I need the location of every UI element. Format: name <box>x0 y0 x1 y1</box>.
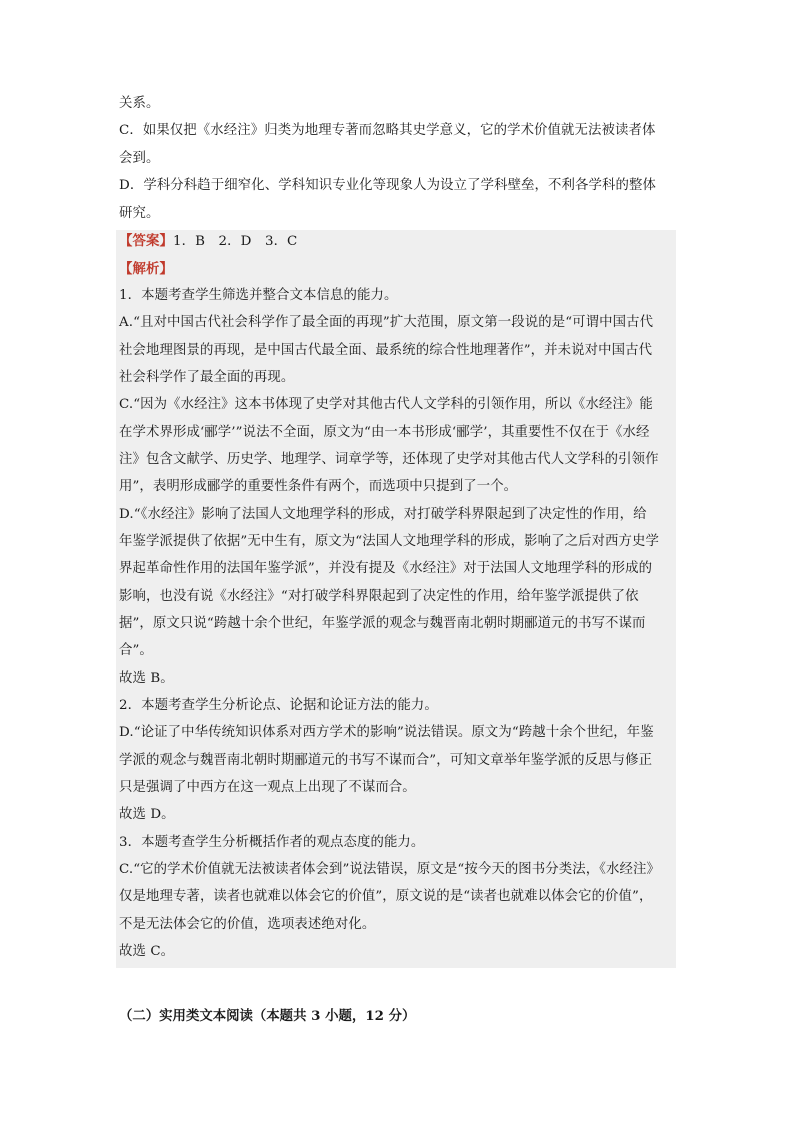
analysis-line: A.“且对中国古代社会科学作了最全面的再现”扩大范围，原文第一段说的是“可谓中国古代 <box>119 315 654 330</box>
option-c-line: C．如果仅把《水经注》归类为地理专著而忽略其史学意义，它的学术价值就无法被读者体 <box>119 123 656 138</box>
analysis-line: 社会地理图景的再现，是中国古代最全面、最系统的综合性地理著作”，并未说对中国古代 <box>119 343 653 358</box>
answer-text: 1．B 2．D 3．C <box>172 234 298 249</box>
analysis-line: 3．本题考查学生分析概括作者的观点态度的能力。 <box>119 835 425 850</box>
analysis-line: 故选 C。 <box>119 944 175 959</box>
analysis-line: 学派的观念与魏晋南北朝时期郦道元的书写不谋而合”，可知文章举年鉴学派的反思与修正 <box>119 753 653 768</box>
analysis-line: 用”，表明形成郦学的重要性条件有两个，而选项中只提到了一个。 <box>119 479 518 494</box>
analysis-line: 界起革命性作用的法国年鉴学派”，并没有提及《水经注》对于法国人文地理学科的形成的 <box>119 561 653 576</box>
analysis-line: 注》包含文献学、历史学、地理学、词章学等，还体现了史学对其他古代人文学科的引领作 <box>119 452 659 467</box>
analysis-line: 2．本题考查学生分析论点、论据和论证方法的能力。 <box>119 698 438 713</box>
analysis-line: 故选 B。 <box>119 671 174 686</box>
option-c-line: 会到。 <box>119 151 160 166</box>
analysis-label: 【解析】 <box>119 261 173 277</box>
analysis-line: 1．本题考查学生筛选并整合文本信息的能力。 <box>119 288 398 303</box>
analysis-line: 不是无法体会它的价值，选项表述绝对化。 <box>119 917 376 932</box>
answer-line <box>119 232 297 251</box>
analysis-line: C.“因为《水经注》这本书体现了史学对其他古代人文学科的引领作用，所以《水经注》能 <box>119 397 653 412</box>
analysis-line: 合”。 <box>119 643 153 658</box>
analysis-line: 据”，原文只说“跨越十余个世纪，年鉴学派的观念与魏晋南北朝时期郦道元的书写不谋而 <box>119 616 646 631</box>
option-d-line: 研究。 <box>119 206 160 221</box>
analysis-line: 故选 D。 <box>119 807 175 822</box>
question-text-line: 关系。 <box>119 96 160 111</box>
analysis-line: D.“论证了中华传统知识体系对西方学术的影响”说法错误。原文为“跨越十余个世纪，年鉴 <box>119 725 654 740</box>
section-title: （二）实用类文本阅读（本题共 3 小题，12 分） <box>119 1008 416 1024</box>
option-d-line: D．学科分科趋于细窄化、学科知识专业化等现象人为设立了学科壁垒，不利各学科的整体 <box>119 178 656 193</box>
analysis-line: 仅是地理专著，读者也就难以体会它的价值”，原文说的是“读者也就难以体会它的价值”， <box>119 889 653 904</box>
analysis-line: D.“《水经注》影响了法国人文地理学科的形成，对打破学科界限起到了决定性的作用，给 <box>119 507 647 522</box>
answer-label: 【答案】 <box>119 233 173 249</box>
analysis-line: 在学术界形成‘郦学’”说法不全面，原文为“由一本书形成‘郦学’，其重要性不仅在于《水经 <box>119 425 650 440</box>
analysis-label-line <box>119 260 173 279</box>
analysis-line: C.“它的学术价值就无法被读者体会到”说法错误，原文是“按今天的图书分类法，《水经注》 <box>119 862 661 877</box>
analysis-line: 年鉴学派提供了依据”无中生有，原文为“法国人文地理学科的形成，影响了之后对西方史学 <box>119 534 660 549</box>
analysis-line: 影响，也没有说《水经注》“对打破学科界限起到了决定性的作用，给年鉴学派提供了依 <box>119 589 639 604</box>
analysis-line: 社会科学作了最全面的再现。 <box>119 370 295 385</box>
analysis-line: 只是强调了中西方在这一观点上出现了不谋而合。 <box>119 780 416 795</box>
